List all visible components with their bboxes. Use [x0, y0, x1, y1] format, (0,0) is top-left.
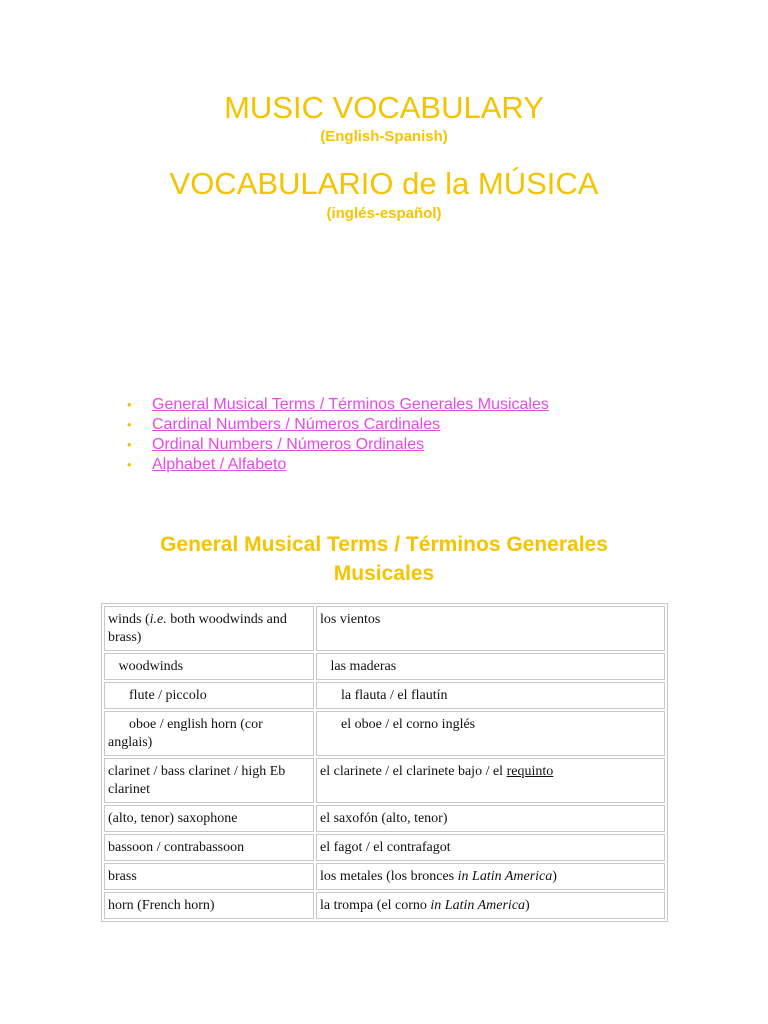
english-term-italic: i.e. [149, 612, 167, 627]
english-term [104, 711, 314, 756]
link-general-musical-terms[interactable]: General Musical Terms / Términos Generales Musicales [152, 396, 549, 413]
spanish-term [316, 606, 665, 651]
english-term [104, 892, 314, 919]
spanish-term [316, 892, 665, 919]
toc-item-general-terms [127, 395, 549, 415]
english-term-text: horn (French horn) [108, 898, 215, 913]
bullet-icon: • [127, 397, 132, 412]
spanish-term [316, 711, 665, 756]
table-row [104, 834, 665, 861]
spanish-term-italic: in Latin America [430, 898, 526, 913]
english-term [104, 834, 314, 861]
english-term-text: winds ( [108, 612, 150, 627]
spanish-term-italic: in Latin America [457, 869, 553, 884]
english-term-text: flute / piccolo [129, 688, 207, 703]
spanish-term [316, 863, 665, 890]
link-alphabet[interactable]: Alphabet / Alfabeto [152, 456, 287, 473]
table-row [104, 805, 665, 832]
table-row [104, 711, 665, 756]
bullet-icon: • [127, 437, 132, 452]
spanish-term [316, 682, 665, 709]
bullet-icon: • [127, 457, 132, 472]
english-term-text: clarinet / bass clarinet / high Eb clarinet [108, 764, 286, 797]
toc-item-alphabet [127, 455, 549, 475]
spanish-term-text: la trompa (el corno [320, 898, 431, 913]
spanish-term-underlined: requinto [506, 764, 554, 779]
spanish-term [316, 653, 665, 680]
english-term [104, 653, 314, 680]
spanish-term-text: la flauta / el flautín [341, 688, 448, 703]
table-row [104, 653, 665, 680]
spanish-term-text: el oboe / el corno inglés [341, 717, 476, 732]
english-term [104, 606, 314, 651]
table-row [104, 863, 665, 890]
english-term-text: both woodwinds and brass) [108, 612, 287, 645]
table-row [104, 606, 665, 651]
table-row [104, 758, 665, 803]
english-term-text: oboe / english horn (cor anglais) [108, 717, 263, 750]
spanish-term [316, 834, 665, 861]
vocabulary-table [101, 603, 668, 922]
spanish-term [316, 758, 665, 803]
table-of-contents [127, 395, 549, 475]
english-term [104, 805, 314, 832]
subtitle-spanish: (inglés-español) [326, 205, 442, 222]
spanish-term-text: las maderas [330, 659, 397, 674]
spanish-term-text: el saxofón (alto, tenor) [320, 811, 448, 826]
english-term-text: (alto, tenor) saxophone [108, 811, 238, 826]
spanish-term-text: el fagot / el contrafagot [320, 840, 451, 855]
english-term [104, 863, 314, 890]
english-term [104, 758, 314, 803]
english-term-text: bassoon / contrabassoon [108, 840, 245, 855]
english-term-text: brass [108, 869, 137, 884]
page-title-english: MUSIC VOCABULARY [224, 90, 544, 125]
english-term [104, 682, 314, 709]
subtitle-english: (English-Spanish) [320, 128, 448, 145]
toc-item-ordinal-numbers [127, 435, 549, 455]
link-cardinal-numbers[interactable]: Cardinal Numbers / Números Cardinales [152, 416, 441, 433]
table-row [104, 682, 665, 709]
english-term-text: woodwinds [118, 659, 184, 674]
table-row [104, 892, 665, 919]
page-title-spanish: VOCABULARIO de la MÚSICA [169, 166, 599, 201]
spanish-term-text: los vientos [320, 612, 381, 627]
spanish-term-text: ) [552, 869, 557, 884]
link-ordinal-numbers[interactable]: Ordinal Numbers / Números Ordinales [152, 436, 425, 453]
spanish-term-text: el clarinete / el clarinete bajo / el [320, 764, 507, 779]
spanish-term [316, 805, 665, 832]
spanish-term-text: los metales (los bronces [320, 869, 458, 884]
toc-item-cardinal-numbers [127, 415, 549, 435]
spanish-term-text: ) [525, 898, 530, 913]
section-heading-general-terms: General Musical Terms / Términos Generales Musicales [160, 533, 608, 585]
bullet-icon: • [127, 417, 132, 432]
